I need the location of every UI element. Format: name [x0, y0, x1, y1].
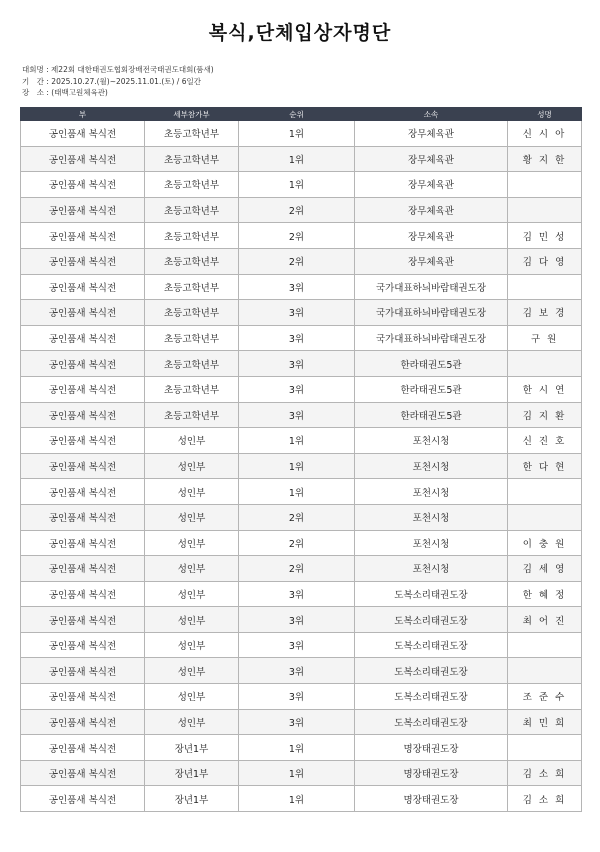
col-header-team: 소속	[355, 108, 508, 121]
cell-division: 성인부	[145, 684, 239, 710]
cell-rank: 3위	[239, 325, 355, 351]
cell-event: 공인품새 복식전	[21, 658, 145, 684]
table-row	[21, 121, 582, 147]
cell-event: 공인품새 복식전	[21, 351, 145, 377]
winners-table	[20, 107, 582, 812]
cell-name: 조 준 수	[508, 684, 582, 710]
cell-name: 김 지 환	[508, 402, 582, 428]
cell-event: 공인품새 복식전	[21, 453, 145, 479]
cell-team: 포천시청	[355, 556, 508, 582]
cell-event: 공인품새 복식전	[21, 760, 145, 786]
cell-division: 성인부	[145, 632, 239, 658]
cell-rank: 3위	[239, 351, 355, 377]
cell-event: 공인품새 복식전	[21, 607, 145, 633]
cell-name	[508, 274, 582, 300]
cell-rank: 3위	[239, 658, 355, 684]
cell-event: 공인품새 복식전	[21, 402, 145, 428]
table-row	[21, 402, 582, 428]
cell-name: 김 소 희	[508, 760, 582, 786]
cell-name: 한 다 현	[508, 453, 582, 479]
cell-name	[508, 351, 582, 377]
table-header-row	[21, 108, 582, 121]
cell-division: 성인부	[145, 556, 239, 582]
col-header-name: 성명	[508, 108, 582, 121]
cell-team: 포천시청	[355, 453, 508, 479]
cell-division: 초등고학년부	[145, 376, 239, 402]
cell-division: 성인부	[145, 428, 239, 454]
cell-rank: 1위	[239, 735, 355, 761]
table-row	[21, 556, 582, 582]
cell-division: 초등고학년부	[145, 146, 239, 172]
cell-rank: 3위	[239, 300, 355, 326]
cell-team: 장무체육관	[355, 146, 508, 172]
col-header-event: 부	[21, 108, 145, 121]
cell-division: 초등고학년부	[145, 197, 239, 223]
cell-name: 구 원	[508, 325, 582, 351]
event-info	[22, 64, 214, 99]
cell-division: 초등고학년부	[145, 223, 239, 249]
table-row	[21, 376, 582, 402]
cell-event: 공인품새 복식전	[21, 197, 145, 223]
cell-rank: 1위	[239, 479, 355, 505]
cell-team: 장무체육관	[355, 223, 508, 249]
cell-division: 초등고학년부	[145, 121, 239, 147]
cell-rank: 1위	[239, 428, 355, 454]
cell-team: 도복소리태권도장	[355, 607, 508, 633]
cell-rank: 3위	[239, 274, 355, 300]
table-row	[21, 504, 582, 530]
cell-team: 도복소리태권도장	[355, 658, 508, 684]
cell-rank: 1위	[239, 121, 355, 147]
cell-rank: 3위	[239, 376, 355, 402]
cell-division: 성인부	[145, 607, 239, 633]
cell-division: 초등고학년부	[145, 351, 239, 377]
table-row	[21, 709, 582, 735]
cell-rank: 3위	[239, 581, 355, 607]
cell-event: 공인품새 복식전	[21, 556, 145, 582]
cell-name: 김 보 경	[508, 300, 582, 326]
cell-team: 포천시청	[355, 504, 508, 530]
cell-rank: 2위	[239, 556, 355, 582]
cell-event: 공인품새 복식전	[21, 376, 145, 402]
cell-rank: 1위	[239, 453, 355, 479]
table-row	[21, 581, 582, 607]
cell-name: 최 어 진	[508, 607, 582, 633]
cell-event: 공인품새 복식전	[21, 709, 145, 735]
cell-team: 도복소리태권도장	[355, 581, 508, 607]
cell-name: 이 충 원	[508, 530, 582, 556]
cell-event: 공인품새 복식전	[21, 684, 145, 710]
cell-event: 공인품새 복식전	[21, 172, 145, 198]
cell-division: 초등고학년부	[145, 248, 239, 274]
cell-team: 포천시청	[355, 428, 508, 454]
cell-division: 초등고학년부	[145, 274, 239, 300]
cell-rank: 1위	[239, 146, 355, 172]
cell-name: 한 시 연	[508, 376, 582, 402]
cell-division: 성인부	[145, 709, 239, 735]
cell-team: 한라태권도5관	[355, 376, 508, 402]
col-header-division: 세부참가부	[145, 108, 239, 121]
meta-label: 대회명	[22, 65, 44, 74]
cell-name	[508, 658, 582, 684]
meta-label: 기 간	[22, 76, 44, 86]
cell-division: 초등고학년부	[145, 402, 239, 428]
cell-event: 공인품새 복식전	[21, 223, 145, 249]
table-body	[21, 121, 582, 812]
cell-name: 김 민 성	[508, 223, 582, 249]
meta-row-venue: 장 소 : (태백고원체육관)	[22, 88, 108, 97]
cell-team: 한라태권도5관	[355, 402, 508, 428]
table-row	[21, 607, 582, 633]
cell-event: 공인품새 복식전	[21, 786, 145, 812]
cell-rank: 1위	[239, 786, 355, 812]
cell-division: 성인부	[145, 530, 239, 556]
cell-event: 공인품새 복식전	[21, 479, 145, 505]
cell-event: 공인품새 복식전	[21, 121, 145, 147]
cell-event: 공인품새 복식전	[21, 632, 145, 658]
cell-rank: 3위	[239, 632, 355, 658]
table-row	[21, 428, 582, 454]
cell-rank: 2위	[239, 223, 355, 249]
cell-division: 장년1부	[145, 760, 239, 786]
table-row	[21, 172, 582, 198]
table-row	[21, 197, 582, 223]
cell-division: 장년1부	[145, 735, 239, 761]
meta-value: 2025.10.27.(월)~2025.11.01.(토) / 6일간	[51, 76, 201, 86]
cell-team: 포천시청	[355, 479, 508, 505]
cell-team: 도복소리태권도장	[355, 684, 508, 710]
cell-name: 신 시 아	[508, 121, 582, 147]
cell-team: 국가대표하늬바람태권도장	[355, 300, 508, 326]
table-row	[21, 351, 582, 377]
cell-event: 공인품새 복식전	[21, 325, 145, 351]
table-row	[21, 300, 582, 326]
cell-team: 명장태권도장	[355, 735, 508, 761]
cell-team: 명장태권도장	[355, 760, 508, 786]
cell-event: 공인품새 복식전	[21, 530, 145, 556]
cell-team: 명장태권도장	[355, 786, 508, 812]
cell-rank: 3위	[239, 684, 355, 710]
cell-division: 초등고학년부	[145, 325, 239, 351]
table-row	[21, 223, 582, 249]
cell-division: 초등고학년부	[145, 300, 239, 326]
cell-event: 공인품새 복식전	[21, 504, 145, 530]
table-row	[21, 760, 582, 786]
cell-team: 장무체육관	[355, 248, 508, 274]
cell-name: 황 지 한	[508, 146, 582, 172]
cell-rank: 2위	[239, 248, 355, 274]
cell-event: 공인품새 복식전	[21, 274, 145, 300]
cell-rank: 2위	[239, 530, 355, 556]
cell-division: 성인부	[145, 658, 239, 684]
cell-event: 공인품새 복식전	[21, 735, 145, 761]
cell-name	[508, 197, 582, 223]
cell-name: 김 세 영	[508, 556, 582, 582]
cell-rank: 3위	[239, 402, 355, 428]
table-row	[21, 632, 582, 658]
cell-team: 장무체육관	[355, 172, 508, 198]
cell-event: 공인품새 복식전	[21, 146, 145, 172]
cell-team: 도복소리태권도장	[355, 632, 508, 658]
meta-value: (태백고원체육관)	[51, 88, 108, 97]
table-row	[21, 248, 582, 274]
cell-rank: 3위	[239, 607, 355, 633]
table-row	[21, 735, 582, 761]
table-row	[21, 658, 582, 684]
cell-name	[508, 504, 582, 530]
cell-event: 공인품새 복식전	[21, 300, 145, 326]
cell-rank: 3위	[239, 709, 355, 735]
cell-rank: 2위	[239, 197, 355, 223]
cell-division: 성인부	[145, 479, 239, 505]
cell-team: 장무체육관	[355, 197, 508, 223]
cell-division: 초등고학년부	[145, 172, 239, 198]
cell-event: 공인품새 복식전	[21, 428, 145, 454]
cell-name: 김 소 희	[508, 786, 582, 812]
cell-event: 공인품새 복식전	[21, 581, 145, 607]
cell-team: 국가대표하늬바람태권도장	[355, 274, 508, 300]
cell-event: 공인품새 복식전	[21, 248, 145, 274]
cell-division: 성인부	[145, 504, 239, 530]
cell-team: 한라태권도5관	[355, 351, 508, 377]
cell-division: 장년1부	[145, 786, 239, 812]
cell-name: 최 민 희	[508, 709, 582, 735]
page-title: 복식,단체입상자명단	[208, 22, 392, 44]
cell-name: 신 진 호	[508, 428, 582, 454]
cell-team: 포천시청	[355, 530, 508, 556]
table-row	[21, 325, 582, 351]
cell-name	[508, 735, 582, 761]
meta-row-event: 대회명 : 제22회 대한태권도협회장배전국태권도대회(품새)	[22, 65, 214, 74]
table-row	[21, 786, 582, 812]
cell-name: 한 혜 정	[508, 581, 582, 607]
cell-team: 도복소리태권도장	[355, 709, 508, 735]
cell-name	[508, 172, 582, 198]
cell-rank: 2위	[239, 504, 355, 530]
cell-team: 국가대표하늬바람태권도장	[355, 325, 508, 351]
table-row	[21, 479, 582, 505]
col-header-rank: 순위	[239, 108, 355, 121]
meta-value: 제22회 대한태권도협회장배전국태권도대회(품새)	[51, 65, 214, 74]
table-row	[21, 274, 582, 300]
table-row	[21, 684, 582, 710]
meta-label: 장 소	[22, 88, 44, 97]
table-row	[21, 453, 582, 479]
cell-rank: 1위	[239, 172, 355, 198]
table-row	[21, 530, 582, 556]
meta-row-period: 기 간 : 2025.10.27.(월)~2025.11.01.(토) / 6일간	[22, 76, 201, 86]
cell-division: 성인부	[145, 581, 239, 607]
table-row	[21, 146, 582, 172]
cell-name: 김 다 영	[508, 248, 582, 274]
cell-division: 성인부	[145, 453, 239, 479]
cell-name	[508, 479, 582, 505]
cell-rank: 1위	[239, 760, 355, 786]
cell-name	[508, 632, 582, 658]
cell-team: 장무체육관	[355, 121, 508, 147]
